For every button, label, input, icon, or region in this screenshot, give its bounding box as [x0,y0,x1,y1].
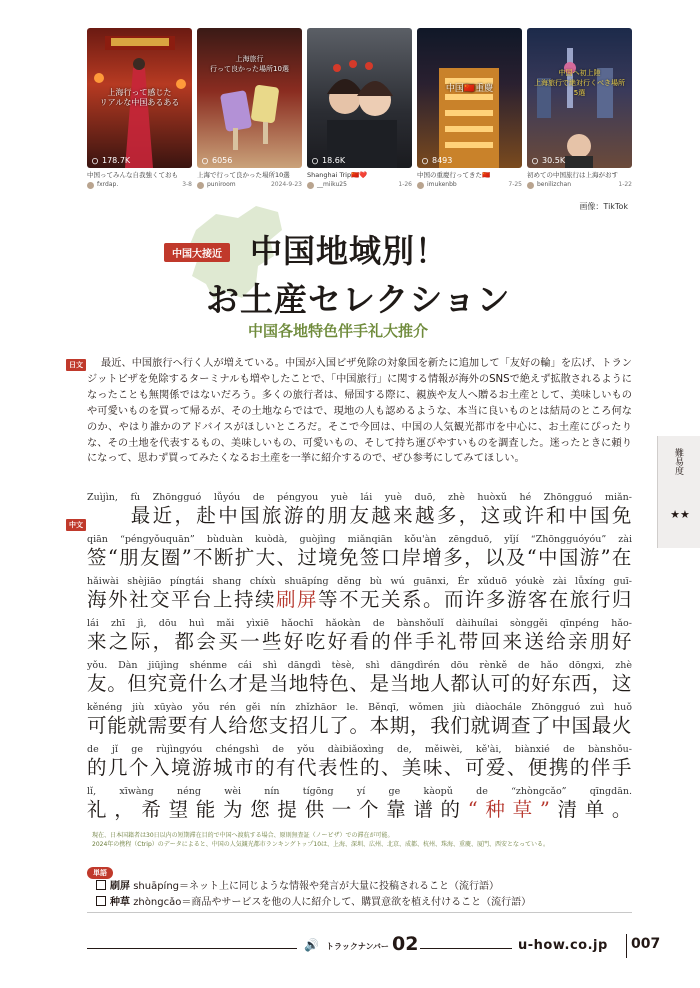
pinyin-line: hǎiwài shèjiāo píngtái shang chíxù shuāpíng děng bù wú guānxi, Ér xǔduō yóukè zài lǚxíng guī- [87,576,632,587]
footnote: 2024年の携程（Ctrip）のデータによると、中国の人気観光都市ランキングトップ10は、上海、深圳、広州、北京、成都、杭州、珠海、重慶、厦門、西安となっている。 [92,841,550,848]
tiktok-card[interactable] [87,28,192,189]
like-count: 178.7K [91,156,130,165]
like-count: 30.5K [531,156,565,165]
hanzi-line [87,714,632,738]
pinyin-line: kěnéng jiù xūyào yǒu rén gěi nín zhǐzhāor le. Běnqī, wǒmen jiù diàochále Zhōngguó zuì huǒ [87,702,632,713]
site-url[interactable]: u-how.co.jp [518,938,608,953]
avatar [417,182,424,189]
pinyin-line: lǐ, xīwàng néng wèi nín tígōng yí ge kàopǔ de “zhòngcǎo” qīngdān. [87,786,632,797]
speaker-icon[interactable]: 🔊 [304,938,319,952]
vocab-item: 刷屏 shuāpíng＝ネット上に同じような情報や発言が大量に投稿されること（流行語） [96,880,499,893]
card-caption: 中国ってみんな自我強くておも [87,171,178,179]
card-user: fxrdap. [97,181,119,188]
card-photo [527,28,632,168]
card-date: 1-22 [618,181,632,188]
pinyin-line: lái zhī jì, dōu huì mǎi yìxiē hǎochī hǎokàn de bànshǒulǐ dàihuílai sònggěi qīnpéng hǎo- [87,618,632,629]
divider [87,948,297,949]
japanese-label: 日文 [66,359,86,371]
card-caption: 初めての中国旅行は上海がおす [527,171,618,179]
avatar [307,182,314,189]
hanzi-line [87,504,632,528]
pinyin-line: Zuìjìn, fù Zhōngguó lǚyóu de péngyou yuè lái yuè duō, zhè huòxǔ hé Zhōngguó miǎn- [87,492,632,503]
difficulty-tab [657,436,700,548]
card-caption: 上海で行って良かった場所10選 [197,171,290,179]
checkbox-icon [96,896,106,906]
hanzi-segment: 可能就需要有人给您支招儿了。本期，我们就调查了中国最火 [87,714,632,737]
card-caption: 中国の重慶行ってきた🇨🇳 [417,171,491,179]
night-building-illustration [417,28,522,168]
card-photo [87,28,192,168]
hanzi-segment: 的几个入境游城市的有代表性的、美味、可爱、便携的伴手 [87,756,632,779]
section-tag: 中国大接近 [164,243,230,262]
highlighted-term: 刷屏 [275,588,318,611]
heart-icon [421,156,429,164]
like-count: 6056 [201,156,232,165]
pinyin-line: yǒu. Dàn jiūjìng shénme cái shì dāngdì tèsè, shì dāngdìrén dōu rènkě de hǎo dōngxi, zhè [87,660,632,671]
hanzi-segment: 来之际，都会买一些好吃好看的伴手礼带回来送给亲朋好 [87,630,632,653]
highlighted-term: “种草” [467,798,551,821]
card-date: 2024-9-23 [270,181,302,188]
avatar [87,182,94,189]
card-date: 7-25 [508,181,522,188]
card-photo [417,28,522,168]
difficulty-stars: ★★ [670,508,690,521]
vocab-item: 种草 zhòngcǎo＝商品やサービスを他の人に紹介して、購買意欲を植え付けること（流行語） [96,896,531,909]
page-title-line1: 中国地域別！ [250,232,449,270]
heart-icon [311,156,319,164]
heart-icon [91,156,99,164]
hanzi-segment: 清单。 [550,798,632,821]
ice-cream-illustration [197,28,302,168]
hanzi-segment: 海外社交平台上持续 [87,588,276,611]
card-overlay-text: 中国🇨🇳重慶 [445,84,494,94]
hanzi-line [87,672,632,696]
pinyin-line: de jǐ ge rùjìngyóu chéngshì de yǒu dàibiǎoxìng de, měiwèi, kě'ài, biànxié de bànshǒu- [87,744,632,755]
footnote: 現在、日本国籍者は30日以内の短期滞在目的で中国へ渡航する場合、原則無査証（ノービザ）での滞在が可能。 [92,832,394,839]
image-credit: 画像：TikTok [579,202,628,211]
heart-icon [531,156,539,164]
checkbox-icon [96,880,106,890]
hanzi-line [87,588,632,612]
card-date: 3-8 [182,181,192,188]
card-photo [197,28,302,168]
card-user: puniroom [207,181,236,188]
avatar [527,182,534,189]
divider [87,912,632,913]
hanzi-segment: 等不无关系。而许多游客在旅行归 [317,588,632,611]
pinyin-line: qiān “péngyǒuquān” bùduàn kuòdà, guòjìng miǎnqiān kǒu'àn zēngduō, yǐjí “Zhōngguóyóu” zài [87,534,632,545]
card-overlay-text: 上海行って感じた リアルな中国あるある [99,88,180,107]
card-caption: Shanghai Trip🇨🇳❤️ [307,171,368,179]
page-number: 007 [631,936,661,952]
hanzi-line [87,756,632,780]
hanzi-line [87,798,632,822]
divider [626,934,627,958]
heart-icon [201,156,209,164]
card-photo [307,28,412,168]
card-user: __miiku25 [317,181,347,188]
tiktok-photo-strip [87,28,632,198]
avatar [197,182,204,189]
tiktok-card[interactable] [527,28,632,189]
divider [420,948,512,949]
card-user: benilizchan [537,181,572,188]
hanzi-segment: 签“朋友圈”不断扩大、过境免签口岸增多，以及“中国游”在 [87,546,632,569]
card-overlay-text: 中国へ初上陸 上海旅行で絶対行くべき場所 5選 [534,69,625,97]
tiktok-card[interactable] [307,28,412,189]
page-subtitle: 中国各地特色伴手礼大推介 [248,322,429,340]
hanzi-segment: 最近，赴中国旅游的朋友越来越多，这或许和中国免 [87,504,632,527]
card-user: imukenbb [427,181,457,188]
card-date: 1-26 [398,181,412,188]
page-footer [0,934,700,964]
page-title-line2: お土産セレクション [206,280,511,319]
selfie-illustration [307,28,412,168]
skyline-illustration [527,28,632,168]
hanzi-segment: 礼，希望能为您提供一个靠谱的 [87,798,468,821]
vocab-label: 単語 [87,867,113,879]
like-count: 8493 [421,156,452,165]
tiktok-card[interactable] [417,28,522,189]
difficulty-label: 難易度 [673,448,683,475]
like-count: 18.6K [311,156,345,165]
card-overlay-text: 上海旅行 行って良かった場所10選 [210,55,289,73]
hanzi-segment: 友。但究竟什么才是当地特色、是当地人都认可的好东西，这 [87,672,632,695]
japanese-body: 最近、中国旅行へ行く人が増えている。中国が入国ビザ免除の対象国を新たに追加して「友好の輪」を広げ、トランジットビザを免除するターミナルも増やしたことで、「中国旅行」に関する情報が海外のSNSで絶えず拡散されるようになったことも無関係ではないだろう。多くの旅行者は、帰国する際に、親族や友人へ贈るお土産として、美味しいものや可愛いものを買って帰るが、その土地ならではで、現地の人も認めるような、本当に良いものとは結局のところ何なのか、やはり誰かのアドバイスがほしいところだ。そこで今回は、中国の人気観光都市を中心に、お土産にぴったりな、その土地を代表するもの、美味しいもの、可愛いもの、そして持ち運びやすいものを調査した。迷ったときに頼りになって、思わず買ってみたくなるお土産を一挙に紹介するので、ぜひ参考にしてみてほしい。 [87,358,632,465]
chinese-label: 中文 [66,519,86,531]
track-number: 02 [392,933,419,955]
hanzi-line [87,546,632,570]
hanzi-line [87,630,632,654]
track-label: トラックナンバー [326,942,389,951]
tiktok-card[interactable] [197,28,302,189]
